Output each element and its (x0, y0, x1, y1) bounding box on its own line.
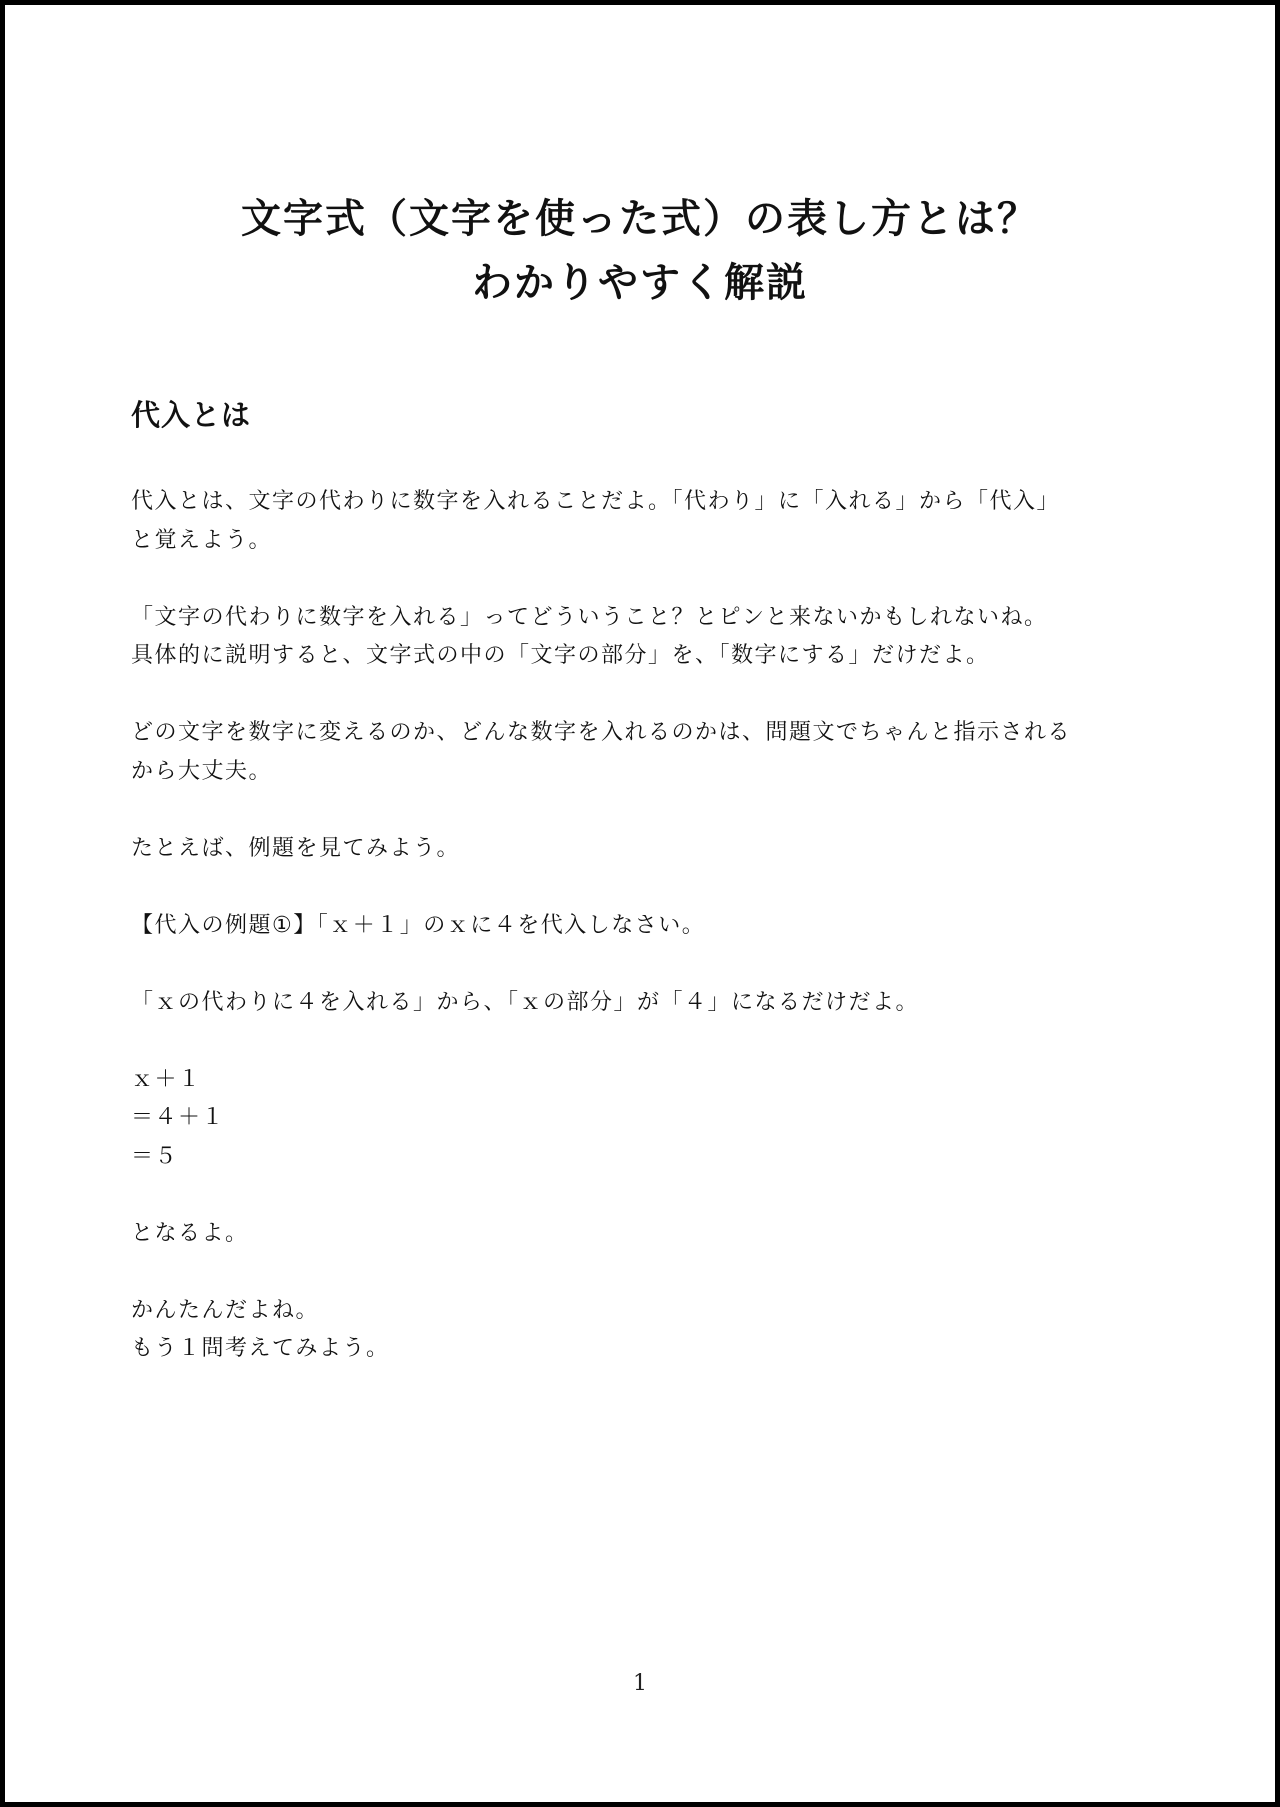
document-body (131, 483, 1171, 1369)
paragraph-line: どの文字を数字に変えるのか、どんな数字を入れるのかは、問題文でちゃんと指示される (131, 720, 1072, 745)
page-number: 1 (633, 1671, 647, 1696)
paragraph-spacer (131, 791, 1171, 830)
paragraph-line: と覚えよう。 (131, 527, 273, 553)
paragraph-line: 「文字の代わりに数字を入れる」ってどういうこと？とピンと来ないかもしれないね。 (131, 604, 1048, 630)
title-line-1: 文字式（文字を使った式）の表し方とは？ (241, 196, 1039, 242)
paragraph-spacer (131, 1253, 1171, 1292)
equation-line: ＝４＋１ (131, 1105, 226, 1130)
paragraph-spacer (131, 560, 1171, 599)
paragraph-line: 代入とは、文字の代わりに数字を入れることだよ。「代わり」に「入れる」から「代入」 (131, 489, 1061, 514)
paragraph-line: 「ｘの代わりに４を入れる」から、「ｘの部分」が「４」になるだけだよ。 (131, 989, 920, 1015)
paragraph-spacer (131, 945, 1171, 984)
example-problem: 【代入の例題①】「ｘ＋１」のｘに４を代入しなさい。 (131, 912, 706, 938)
document-title (5, 187, 1275, 315)
paragraph-spacer (131, 1022, 1171, 1061)
equation-line: ｘ＋１ (131, 1066, 202, 1092)
title-line-2: わかりやすく解説 (472, 260, 808, 306)
paragraph-line: から大丈夫。 (131, 758, 273, 784)
equation-line: ＝５ (131, 1143, 179, 1169)
paragraph-spacer (131, 868, 1171, 907)
paragraph-spacer (131, 1176, 1171, 1215)
paragraph-line: となるよ。 (131, 1220, 249, 1246)
paragraph-line: たとえば、例題を見てみよう。 (131, 835, 461, 861)
paragraph-line: かんたんだよね。 (131, 1297, 320, 1323)
paragraph-line: もう１問考えてみよう。 (131, 1336, 390, 1361)
paragraph-line: 具体的に説明すると、文字式の中の「文字の部分」を、「数字にする」だけだよ。 (131, 643, 990, 668)
paragraph-spacer (131, 676, 1171, 715)
section-heading: 代入とは (131, 398, 252, 432)
